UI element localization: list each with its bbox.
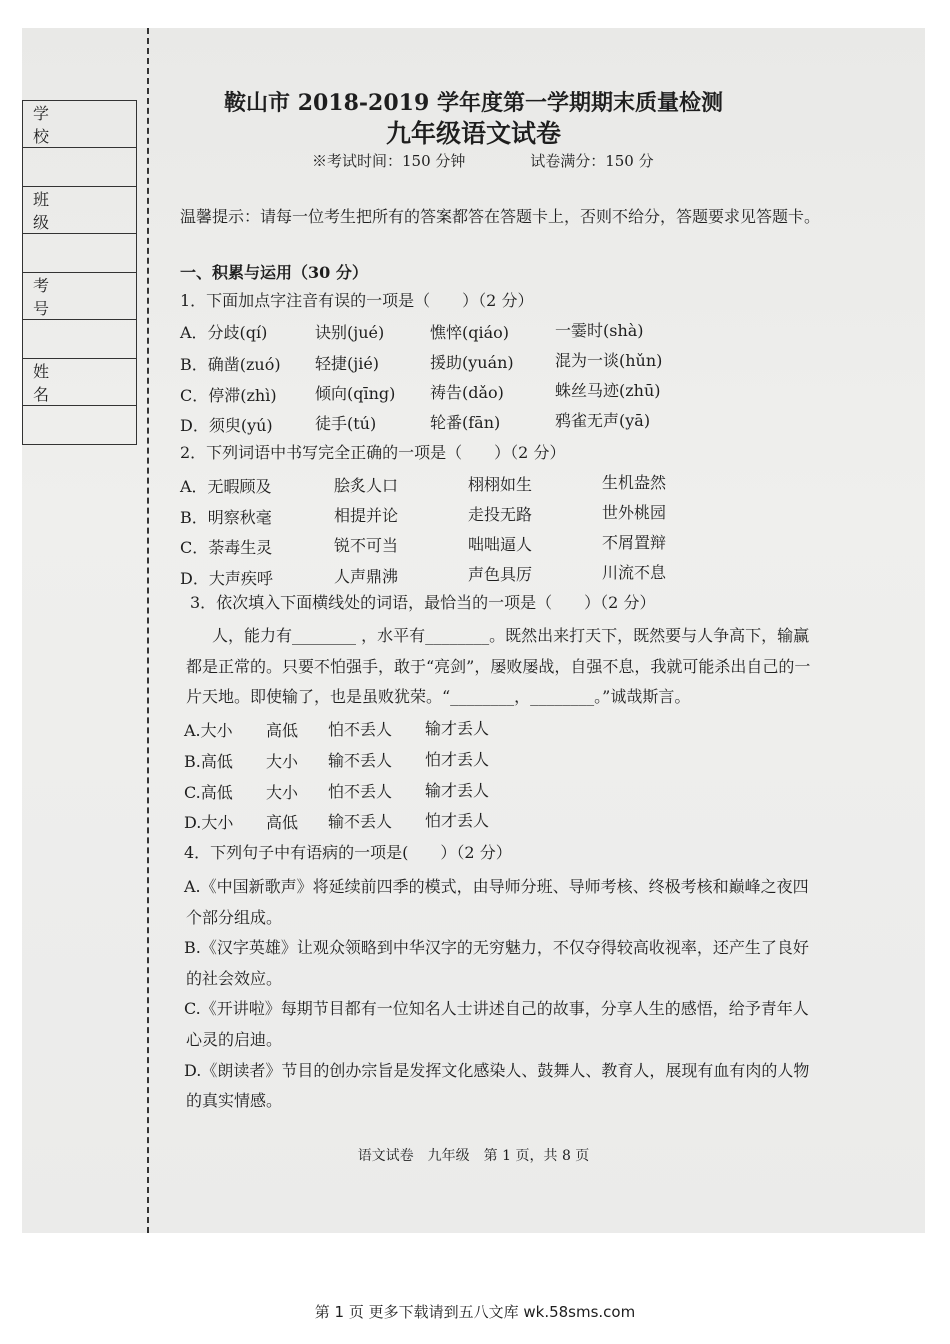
q3-option: C.高低 [184, 783, 233, 802]
q3-option: 怕才丢人 [425, 811, 490, 830]
student-info-table [22, 100, 137, 445]
class-blank [23, 234, 137, 273]
number-label: 考 号 [23, 273, 137, 320]
q3-option: 怕不丢人 [328, 782, 393, 801]
q3-passage-line: 都是正常的。只要不怕强手，敢于“亮剑”，屡败屡战，自强不息，我就可能杀出自己的一 [186, 657, 811, 676]
q2-option: 栩栩如生 [468, 475, 533, 494]
q1-option: C．停滞(zhì) [180, 386, 277, 405]
school-blank [23, 148, 137, 187]
q1-option: 蛛丝马迹(zhū) [555, 381, 661, 400]
q4-option-b-cont: 的社会效应。 [186, 969, 283, 988]
exam-meta [312, 150, 714, 171]
q2-option: 咄咄逼人 [468, 535, 533, 554]
exam-time: ※考试时间：150 分钟 [312, 152, 466, 170]
download-watermark: 第 1 页 更多下载请到五八文库 wk.58sms.com [314, 1303, 636, 1321]
q2-option: 脍炙人口 [334, 476, 399, 495]
q1-option: 倾向(qīng) [315, 384, 396, 403]
q2-option: A．无暇顾及 [180, 477, 272, 496]
q3-option: 大小 [266, 752, 299, 771]
q2-option: B．明察秋毫 [180, 508, 272, 527]
q2-option: 走投无路 [468, 505, 533, 524]
q1-option: 混为一谈(hǔn) [555, 351, 663, 370]
q3-option: 高低 [266, 721, 299, 740]
q2-option: 川流不息 [602, 563, 667, 582]
q2-option: C．荼毒生灵 [180, 538, 273, 557]
q4-stem: 4．下列句子中有语病的一项是( ）（2 分） [184, 843, 512, 862]
class-label: 班 级 [23, 187, 137, 234]
q2-option: 不屑置辩 [602, 533, 667, 552]
q1-stem: 1．下面加点字注音有误的一项是（ ）（2 分） [180, 291, 534, 310]
q2-option: 相提并论 [334, 506, 399, 525]
q2-option: 世外桃园 [602, 503, 667, 522]
q1-option: 徒手(tú) [315, 414, 377, 433]
q3-option: 怕不丢人 [328, 720, 393, 739]
school-label: 学 校 [23, 101, 137, 148]
q2-option: 生机盎然 [602, 473, 667, 492]
q4-option-c: C.《开讲啦》每期节目都有一位知名人士讲述自己的故事，分享人生的感悟，给予青年人 [184, 999, 809, 1018]
page-footer: 语文试卷 九年级 第 1 页，共 8 页 [357, 1148, 590, 1164]
q1-option: 鸦雀无声(yā) [555, 411, 651, 430]
section-title: 一、积累与运用（30 分） [180, 263, 368, 282]
q3-option: 怕才丢人 [425, 750, 490, 769]
exam-subtitle: 九年级语文试卷 [385, 119, 561, 148]
q1-option: 援助(yuán) [430, 353, 514, 372]
q2-stem: 2．下列词语中书写完全正确的一项是（ ）（2 分） [180, 443, 566, 462]
number-blank [23, 320, 137, 359]
q4-option-a: A.《中国新歌声》将延续前四季的模式，由导师分班、导师考核、终极考核和巅峰之夜四 [184, 877, 809, 896]
q3-option: 输不丢人 [328, 751, 393, 770]
q3-option: B.高低 [184, 752, 233, 771]
q3-option: 输不丢人 [328, 812, 393, 831]
q1-option: 诀别(jué) [315, 323, 385, 342]
exam-score: 试卷满分：150 分 [530, 152, 654, 170]
tip-text: 温馨提示：请每一位考生把所有的答案都答在答题卡上，否则不给分，答题要求见答题卡。 [180, 207, 821, 226]
q4-option-c-cont: 心灵的启迪。 [186, 1030, 283, 1049]
q3-passage-line: 片天地。即使输了，也是虽败犹荣。“________，________。”诚哉斯言。 [186, 687, 691, 706]
exam-title: 鞍山市 2018-2019 学年度第一学期期末质量检测 [224, 90, 723, 116]
q1-option: 憔悴(qiáo) [430, 323, 510, 342]
q3-option: 高低 [266, 813, 299, 832]
q3-passage-line: 人，能力有________ ，水平有________。既然出来打天下，既然要与人争高下，输赢 [180, 626, 810, 645]
q2-option: 声色具厉 [468, 565, 533, 584]
binding-dashed-line [147, 28, 149, 1233]
q1-option: 轮番(fān) [430, 413, 501, 432]
q2-option: D．大声疾呼 [180, 569, 273, 588]
q2-option: 人声鼎沸 [334, 567, 399, 586]
name-label: 姓 名 [23, 359, 137, 406]
q1-option: 祷告(dǎo) [430, 383, 504, 402]
q4-option-d-cont: 的真实情感。 [186, 1091, 283, 1110]
q2-option: 锐不可当 [334, 536, 399, 555]
q1-option: B．确凿(zuó) [180, 355, 281, 374]
q1-option: D．须臾(yú) [180, 416, 273, 435]
q4-option-b: B.《汉字英雄》让观众领略到中华汉字的无穷魅力，不仅夺得较高收视率，还产生了良好 [184, 938, 809, 957]
q3-option: 大小 [266, 783, 299, 802]
q3-stem: 3．依次填入下面横线处的词语，最恰当的一项是（ ）（2 分） [190, 593, 656, 612]
exam-paper [22, 28, 925, 1233]
q1-option: A．分歧(qí) [180, 323, 268, 342]
q4-option-a-cont: 个部分组成。 [186, 908, 283, 927]
q3-option: D.大小 [184, 813, 234, 832]
q3-option: A.大小 [184, 721, 233, 740]
name-blank [23, 406, 137, 445]
q3-option: 输才丢人 [425, 719, 490, 738]
q1-option: 一霎时(shà) [555, 321, 644, 340]
q1-option: 轻捷(jié) [315, 354, 380, 373]
q4-option-d: D.《朗读者》节目的创办宗旨是发挥文化感染人、鼓舞人、教育人，展现有血有肉的人物 [184, 1061, 810, 1080]
q3-option: 输才丢人 [425, 781, 490, 800]
